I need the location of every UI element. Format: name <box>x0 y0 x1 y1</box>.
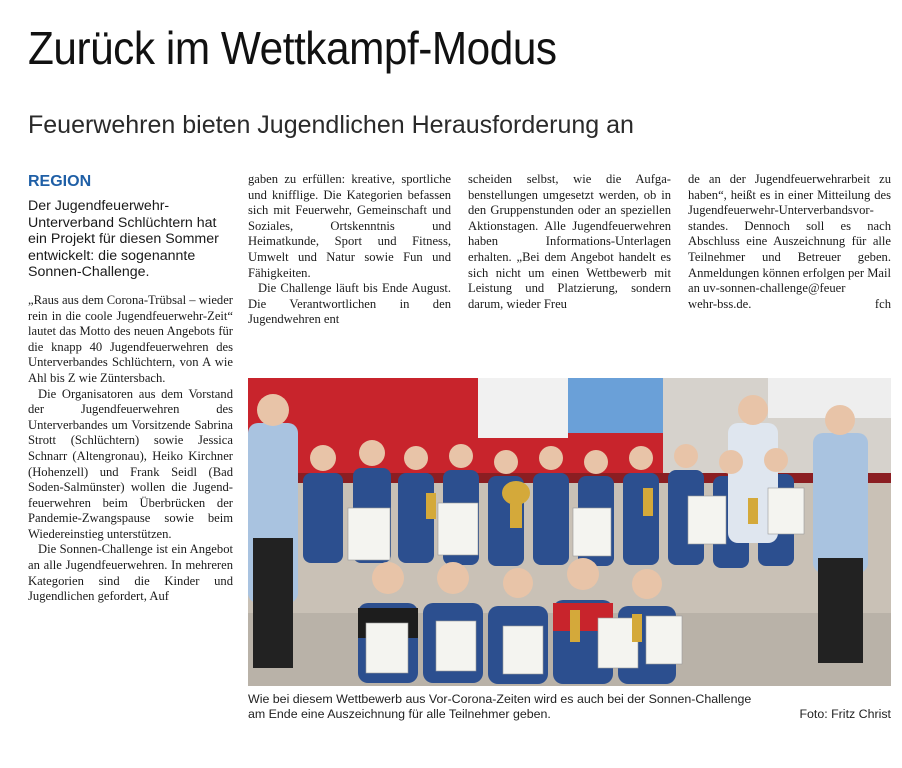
caption-credit-row <box>248 707 891 722</box>
group-photo <box>248 378 891 686</box>
caption-text: Wie bei diesem Wettbewerb aus Vor-Corona-Zeiten wird es auch bei der Sonnen-Challenge <box>248 692 752 706</box>
subheadline: Feuerwehren bieten Jugendlichen Herausforderung an <box>28 111 634 139</box>
caption-text-continued: am Ende eine Auszeichnung für alle Teilnehmer geben. <box>248 707 551 721</box>
column-2 <box>248 172 451 328</box>
column-3 <box>468 172 671 312</box>
email-continuation: wehr-bss.de. <box>688 296 752 311</box>
body-paragraph: Die Organisatoren aus dem Vorstand der Jugendfeuerwehren des Unterverbandes um Vorsitzende Sabrina Strott (Schlüchtern) sowie Jessica Schnarr (Altengronau), Heiko Kirchner (Hohenzell) und Frank Seidl (Bad Soden-Salmünster) wollen die Jugendfeuerwehren beim Überbrücken der Pandemie-Zwangspause sowie beim Wiedereinstieg unterstützen. <box>28 386 233 541</box>
headline: Zurück im Wettkampf-Modus <box>28 22 557 74</box>
body-paragraph-continued: scheiden selbst, wie die Aufgabenstellungen umgesetzt werden, ob in den Gruppenstunden oder an speziellen Aktionstagen. Alle Jugendfeuerwehren haben Informations-Unterlagen erhalten. „Bei dem Angebot handelt es sich nicht um einen Wettbewerb mit Leistung und Platzierung, sondern darum, wieder Freu <box>468 172 671 311</box>
section-label: REGION <box>28 173 92 190</box>
photo-credit: Foto: Fritz Christ <box>799 707 891 721</box>
body-paragraph-continued: de an der Jugendfeuerwehrarbeit zu haben“, heißt es in einer Mitteilung des Jugendfeuerwehr-Unterverbandsvorstandes. Dennoch soll es nach Abschluss eine Auszeichnung für alle Teilnehmer und Betreuer geben. Anmeldungen können erfolgen per Mail an uv-sonnen-challenge@feuer <box>688 172 891 296</box>
body-paragraph: Die Challenge läuft bis Ende August. Die Verantwortlichen in den Jugendwehren ent <box>248 281 451 327</box>
lead-paragraph: Der Jugendfeuerwehr-Unterverband Schlüchtern hat ein Projekt für diesen Sommer entwickelt: die sogenannte Sonnen-Challenge. <box>28 198 219 281</box>
body-paragraph: Die Sonnen-Challenge ist ein Angebot an alle Jugendfeuerwehren. In mehreren Kategorien sind die Kinder und Jugendlichen gefordert, Auf <box>28 542 233 604</box>
article-end <box>688 297 891 313</box>
body-paragraph: „Raus aus dem Corona-Trübsal – wieder rein in die coole Jugendfeuerwehr-Zeit“ lautet das Motto des neuen Angebots für die knapp 40 Jugendfeuerwehren des Unterverbandes Schlüchtern, von A wie Ahl bis Z wie Züntersbach. <box>28 292 233 385</box>
column-1 <box>28 172 233 605</box>
photo-caption <box>248 692 891 722</box>
author-initials: fch <box>874 296 891 311</box>
body-paragraph-continued: gaben zu erfüllen: kreative, sportliche und knifflige. Die Kategorien befassen sich mit Feuerwehr, Gemeinschaft und Soziales, Ortskenntnis und Heimatkunde, Sport und Fitness, Umwelt und Natur sowie Fun und Fähigkeiten. <box>248 172 451 280</box>
column-4 <box>688 172 891 312</box>
group-photo-illustration <box>248 378 891 686</box>
